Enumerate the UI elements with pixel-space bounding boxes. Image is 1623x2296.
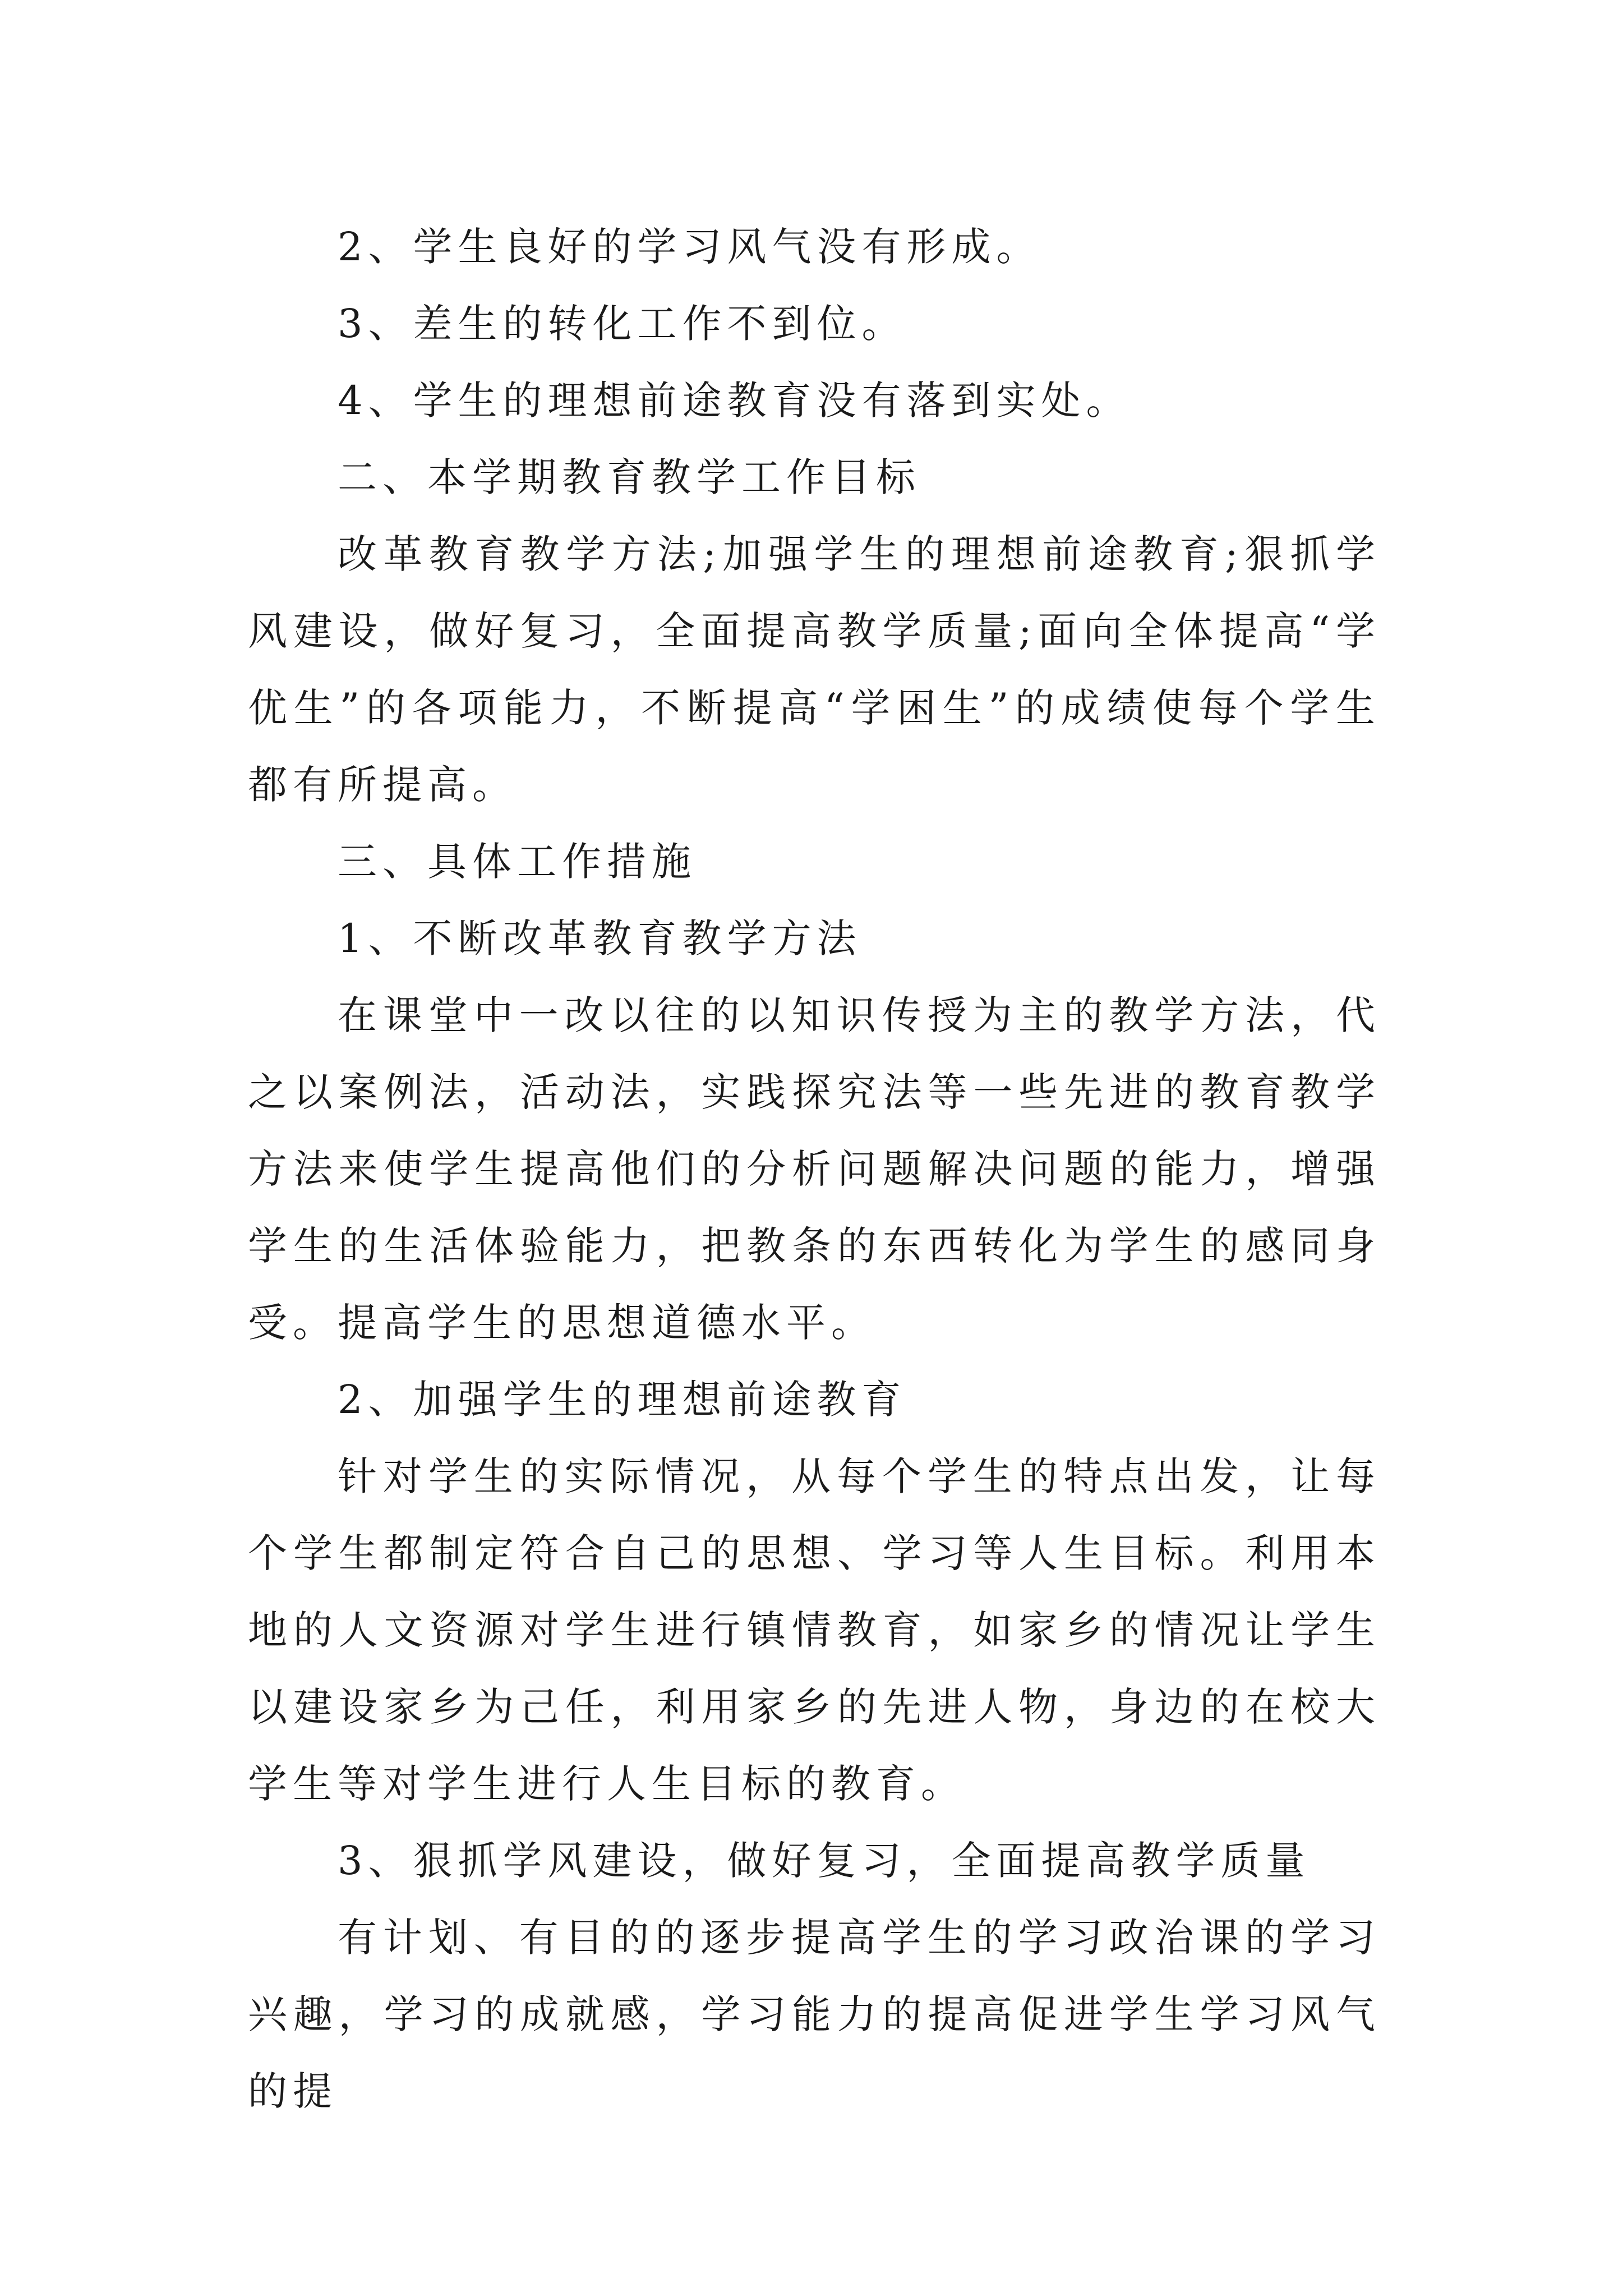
list-item: 2、学生良好的学习风气没有形成。 bbox=[338, 224, 1041, 270]
subsection-heading: 2、加强学生的理想前途教育 bbox=[338, 1377, 907, 1423]
body-paragraph: 有计划、有目的的逐步提高学生的学习政治课的学习兴趣，学习的成就感，学习能力的提高促进学生学习风气的提 bbox=[248, 1915, 1381, 2114]
subsection-heading: 1、不断改革教育教学方法 bbox=[338, 915, 862, 961]
subsection-heading: 3、狠抓学风建设，做好复习，全面提高教学质量 bbox=[338, 1838, 1311, 1884]
body-paragraph: 在课堂中一改以往的以知识传授为主的教学方法，代之以案例法，活动法，实践探究法等一些先进的教育教学方法来使学生提高他们的分析问题解决问题的能力，增强学生的生活体验能力，把教条的东西转化为学生的感同身受。提高学生的思想道德水平。 bbox=[248, 992, 1381, 1346]
document-body bbox=[248, 209, 1381, 2130]
section-heading: 三、具体工作措施 bbox=[338, 839, 697, 885]
section-heading: 二、本学期教育教学工作目标 bbox=[338, 454, 921, 500]
list-item: 3、差生的转化工作不到位。 bbox=[338, 301, 907, 347]
list-item: 4、学生的理想前途教育没有落到实处。 bbox=[338, 378, 1131, 424]
body-paragraph: 改革教育教学方法;加强学生的理想前途教育;狠抓学风建设，做好复习，全面提高教学质量;面向全体提高“学优生”的各项能力，不断提高“学困生”的成绩使每个学生都有所提高。 bbox=[248, 531, 1381, 808]
body-paragraph: 针对学生的实际情况，从每个学生的特点出发，让每个学生都制定符合自己的思想、学习等人生目标。利用本地的人文资源对学生进行镇情教育，如家乡的情况让学生以建设家乡为己任，利用家乡的先进人物，身边的在校大学生等对学生进行人生目标的教育。 bbox=[248, 1453, 1381, 1807]
